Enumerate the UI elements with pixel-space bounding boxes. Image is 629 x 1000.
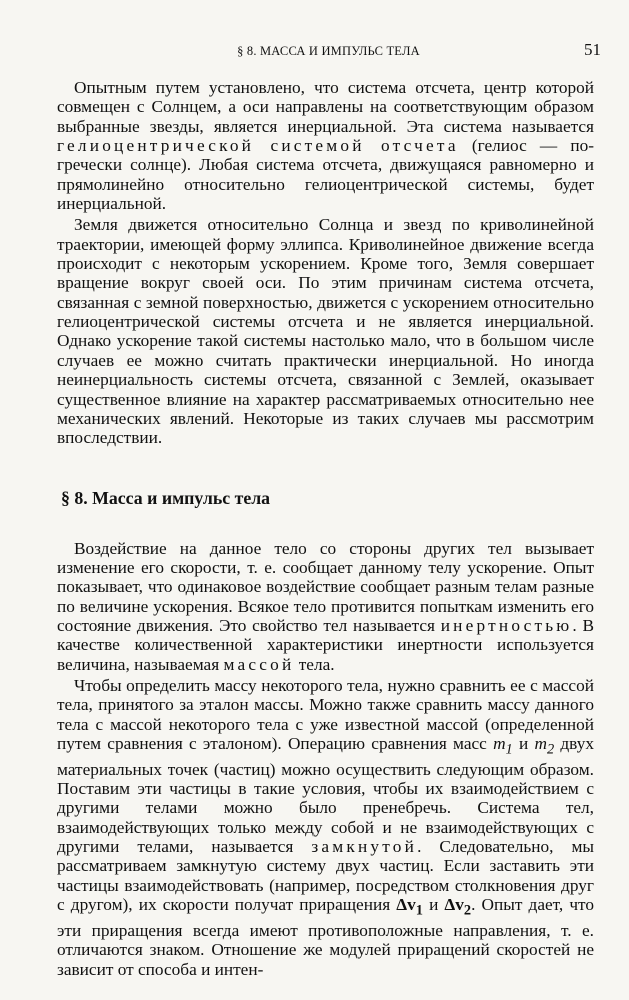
page-header (56, 38, 601, 62)
symbol-delta-v1: $\Delta v_1$ (396, 895, 423, 919)
text-run: (гелиос — по-гречески солнце). Любая система отсчета, движущаяся равномерно и прямолинейно относительно гелиоцентрической системы, будет инерциальной. (57, 136, 594, 214)
page-body (57, 78, 594, 979)
paragraph-inertia (57, 539, 594, 674)
text-run: Чтобы определить массу некоторого тела, нужно сравнить ее с массой тела, принятого за эталон массы. Можно также сравнить массу данного тела с массой некоторого тела с уже известной массой (определенной путем сравнения с эталоном). Операцию сравнения масс (57, 675, 594, 753)
text-run: . В качестве количественной характеристики инертности используется величина, называемая (57, 615, 594, 674)
page-number: 51 (584, 40, 601, 59)
term-closed-system: замкнутой (311, 837, 418, 857)
text-run: двух материальных точек (частиц) можно осуществить следующим образом. Поставим эти частицы в такие условия, чтобы их взаимодействием с другими телами можно было пренебречь. Система тел, взаимодействующих только между собой и не взаимодействующих с другими телами, называется (57, 733, 595, 857)
term-heliocentric-frame: гелиоцентрической системой отсчета (57, 136, 459, 156)
text-run: Опытным путем установлено, что система отсчета, центр которой совмещен с Солнцем, а оси направлены на соответствующим образом выбранные звезды, является инерциальной. Эта система называется (57, 78, 594, 136)
symbol-m2: $m_2$ (534, 733, 555, 758)
term-inertia: инертностью (440, 615, 573, 635)
text-run: и (512, 733, 535, 753)
section-title: § 8. Масса и импульс тела (61, 487, 271, 508)
text-run: и (422, 895, 445, 915)
text-run: тела. (294, 654, 335, 674)
text-run: . Опыт дает, что эти приращения всегда имеют противоположные направления, т. е. отличаются знаком. Отношение же модулей приращений скоростей не зависит от способа и интен- (57, 895, 594, 979)
symbol-m1: $m_1$ (493, 733, 513, 758)
text-run: . Следовательно, мы рассматриваем замкнутую систему двух частиц. Если заставить эти частицы взаимодействовать (например, посредством столкновения друг с другом), их скорости получат приращения (57, 837, 594, 915)
term-mass: массой (223, 654, 295, 674)
paragraph-heliocentric (57, 78, 594, 213)
symbol-delta-v2: $\Delta v_2$ (444, 895, 472, 919)
text-run: Воздействие на данное тело со стороны других тел вызывает изменение его скорости, т. е. сообщает данному телу ускорение. Опыт показывает, что одинаковое воздействие сообщает разным телам разные по величине ускорения. Всякое тело противится попыткам изменить его состояние движения. Это свойство тел называется (57, 538, 594, 635)
paragraph-earth-motion: Земля движется относительно Солнца и звезд по криволинейной траектории, имеющей форму эллипса. Криволинейное движение всегда происходит с некоторым ускорением. Кроме того, Земля совершает вращение вокруг своей оси. По этим причинам система отсчета, связанная с земной поверхностью, движется с ускорением относительно гелиоцентрической системы отсчета и не является инерциальной. Однако ускорение такой системы настолько мало, что в большом числе случаев ее можно считать практически инерциальной. Но иногда неинерциальность системы отсчета, связанной с Землей, оказывает существенное влияние на характер рассматриваемых относительно нее механических явлений. Некоторые из таких случаев мы рассмотрим впоследствии. (57, 215, 594, 448)
paragraph-mass-comparison (57, 676, 594, 979)
running-title: § 8. МАССА И ИМПУЛЬС ТЕЛА (237, 44, 420, 58)
